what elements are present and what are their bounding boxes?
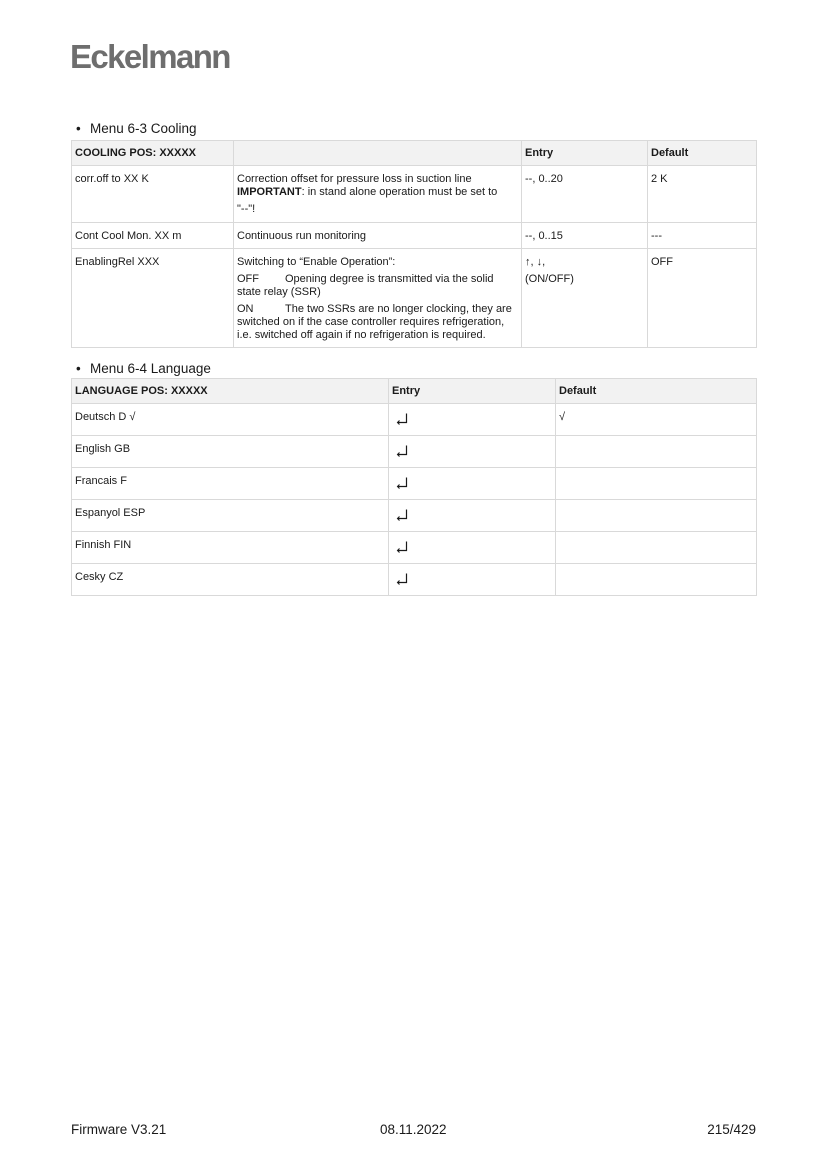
enter-key-icon [396,509,408,521]
option-text: The two SSRs are no longer clocking, they are switched on if the case controller requires refrigeration, i.e. switched off again if no refrigeration is required. [237,303,512,341]
enter-key-icon [396,477,408,489]
option-key: ON [237,303,254,315]
column-header: LANGUAGE POS: XXXXX [72,379,389,404]
param-cell: corr.off to XX K [72,166,234,223]
column-header: Entry [389,379,556,404]
description-text: : in stand alone operation must be set to [301,186,498,198]
footer-firmware: Firmware V3.21 [71,1122,167,1137]
table-row [72,404,757,436]
option-off [237,273,518,299]
description-line: Correction offset for pressure loss in suction line [237,173,472,185]
enter-key-icon [396,445,408,457]
table-row [72,468,757,500]
language-name: Deutsch D √ [72,404,389,436]
entry-cell [389,532,556,564]
default-cell [556,500,757,532]
enter-key-icon [396,573,408,585]
entry-values: (ON/OFF) [525,273,574,285]
entry-arrows: ↑, ↓, [525,256,546,268]
column-header: Entry [522,141,648,166]
entry-cell: --, 0..15 [522,223,648,249]
column-header: Default [556,379,757,404]
entry-cell: --, 0..20 [522,166,648,223]
section-title-language-text: Menu 6-4 Language [90,361,211,376]
table-row [72,500,757,532]
param-cell: EnablingRel XXX [72,249,234,348]
default-cell [556,468,757,500]
bullet: • [76,361,81,376]
default-cell [556,532,757,564]
language-table [71,378,757,596]
default-cell: 2 K [648,166,757,223]
default-cell [556,564,757,596]
default-cell: √ [556,404,757,436]
table-header-row [72,141,757,166]
option-key: OFF [237,273,259,285]
table-header-row [72,379,757,404]
entry-cell [522,249,648,348]
description-intro: Switching to “Enable Operation”: [237,256,396,268]
option-on [237,303,518,342]
bullet: • [76,121,81,136]
table-row [72,436,757,468]
description-line: "--"! [237,203,256,215]
description-cell [234,249,522,348]
enter-key-icon [396,541,408,553]
important-label: IMPORTANT [237,186,302,198]
column-header: Default [648,141,757,166]
language-name: Espanyol ESP [72,500,389,532]
eckelmann-logo: Eckelmann [70,38,230,75]
param-cell: Cont Cool Mon. XX m [72,223,234,249]
section-title-cooling [76,121,197,136]
default-cell: --- [648,223,757,249]
table-row [72,223,757,249]
language-name: Francais F [72,468,389,500]
column-header: COOLING POS: XXXXX [72,141,234,166]
cooling-table [71,140,757,348]
language-name: Finnish FIN [72,532,389,564]
section-title-cooling-text: Menu 6-3 Cooling [90,121,197,136]
table-row [72,249,757,348]
language-name: Cesky CZ [72,564,389,596]
entry-cell [389,436,556,468]
description-cell: Continuous run monitoring [234,223,522,249]
entry-cell [389,500,556,532]
entry-cell [389,468,556,500]
default-cell [556,436,757,468]
footer-page-number: 215/429 [707,1122,756,1137]
description-line [237,186,518,199]
table-row [72,166,757,223]
column-header [234,141,522,166]
footer-date: 08.11.2022 [380,1122,447,1137]
section-title-language [76,361,211,376]
language-name: English GB [72,436,389,468]
default-cell: OFF [648,249,757,348]
description-cell [234,166,522,223]
entry-cell [389,564,556,596]
table-row [72,532,757,564]
table-row [72,564,757,596]
option-text: Opening degree is transmitted via the solid state relay (SSR) [237,273,494,298]
enter-key-icon [396,413,408,425]
entry-cell [389,404,556,436]
